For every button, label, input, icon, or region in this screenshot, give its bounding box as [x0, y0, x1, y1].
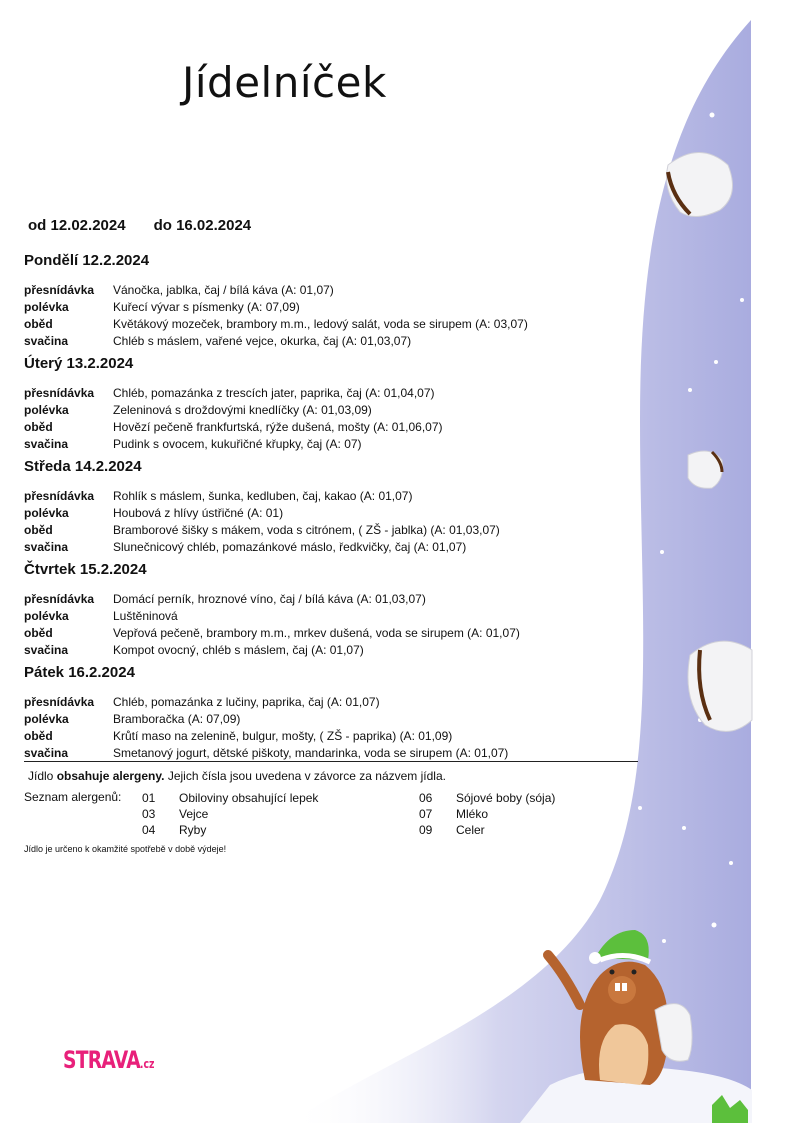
meal-text: Houbová z hlívy ústřičné (A: 01): [113, 506, 284, 520]
meal-text: Chléb, pomazánka z trescích jater, paprika, čaj (A: 01,04,07): [113, 386, 435, 400]
allergen-name: Sójové boby (sója): [456, 791, 556, 805]
meal-row: [24, 728, 624, 745]
meal-row: [24, 402, 624, 419]
meal-label: oběd: [24, 729, 53, 743]
allergen-name: Celer: [456, 823, 485, 837]
allergen-note-post: Jejich čísla jsou uvedena v závorce za názvem jídla.: [164, 769, 446, 783]
meal-text: Luštěninová: [113, 609, 178, 623]
allergen-note-pre: Jídlo: [28, 769, 57, 783]
meal-text: Pudink s ovocem, kukuřičné křupky, čaj (A: 07): [113, 437, 362, 451]
allergen-column-left: [142, 790, 318, 838]
meal-text: Chléb s máslem, vařené vejce, okurka, čaj (A: 01,03,07): [113, 334, 412, 348]
meal-text: Vánočka, jablka, čaj / bílá káva (A: 01,07): [113, 283, 334, 297]
meal-label: oběd: [24, 626, 53, 640]
footer-note: Jídlo je určeno k okamžité spotřebě v době výdeje!: [24, 844, 227, 854]
allergen-note: [28, 769, 446, 783]
date-range: [28, 217, 251, 234]
allergen-name: Vejce: [179, 807, 209, 821]
day-wednesday: [24, 458, 624, 556]
meal-label: svačina: [24, 334, 69, 348]
meal-text: Bramboračka (A: 07,09): [113, 712, 241, 726]
meal-text: Bramborové šišky s mákem, voda s citrónem, ( ZŠ - jablka) (A: 01,03,07): [113, 523, 500, 537]
allergen-note-bold: obsahuje alergeny.: [56, 769, 165, 783]
meal-row: [24, 522, 624, 539]
meal-label: svačina: [24, 746, 69, 760]
meal-row: [24, 608, 624, 625]
meal-label: oběd: [24, 420, 53, 434]
day-thursday: [24, 561, 624, 659]
meal-row: [24, 711, 624, 728]
meal-label: polévka: [24, 403, 69, 417]
meal-label: svačina: [24, 437, 69, 451]
meal-row: [24, 642, 624, 659]
allergen-item: [419, 822, 555, 838]
meal-row: [24, 333, 624, 350]
meal-text: Rohlík s máslem, šunka, kedluben, čaj, kakao (A: 01,07): [113, 489, 413, 503]
meal-row: [24, 694, 624, 711]
meal-text: Květákový mozeček, brambory m.m., ledový salát, voda se sirupem (A: 03,07): [113, 317, 528, 331]
allergen-item: [142, 806, 318, 822]
allergen-code: 07: [419, 807, 433, 821]
logo-suffix: .cz: [139, 1057, 155, 1071]
meal-row: [24, 488, 624, 505]
meal-label: polévka: [24, 609, 69, 623]
allergen-item: [419, 806, 555, 822]
allergen-column-right: [419, 790, 555, 838]
page-title: Jídelníček: [182, 58, 387, 107]
allergen-name: Mléko: [456, 807, 489, 821]
meal-label: polévka: [24, 712, 69, 726]
meal-text: Krůtí maso na zelenině, bulgur, mošty, ( ZŠ - paprika) (A: 01,09): [113, 729, 453, 743]
meal-label: oběd: [24, 317, 53, 331]
meal-label: přesnídávka: [24, 592, 95, 606]
meal-text: Slunečnicový chléb, pomazánkové máslo, ředkvičky, čaj (A: 01,07): [113, 540, 467, 554]
meal-text: Kuřecí vývar s písmenky (A: 07,09): [113, 300, 300, 314]
meal-label: polévka: [24, 506, 69, 520]
day-heading: Pátek 16.2.2024: [24, 664, 135, 681]
meal-row: [24, 419, 624, 436]
allergen-item: [419, 790, 555, 806]
meal-text: Chléb, pomazánka z lučiny, paprika, čaj (A: 01,07): [113, 695, 380, 709]
meal-text: Domácí perník, hroznové víno, čaj / bílá káva (A: 01,03,07): [113, 592, 426, 606]
allergen-code: 03: [142, 807, 156, 821]
meal-label: přesnídávka: [24, 386, 95, 400]
allergen-name: Obiloviny obsahující lepek: [179, 791, 319, 805]
meal-row: [24, 299, 624, 316]
meal-label: svačina: [24, 643, 69, 657]
meal-text: Zeleninová s droždovými knedlíčky (A: 01,03,09): [113, 403, 372, 417]
meal-text: Kompot ovocný, chléb s máslem, čaj (A: 01,07): [113, 643, 364, 657]
day-tuesday: [24, 355, 624, 453]
day-heading: Čtvrtek 15.2.2024: [24, 561, 147, 578]
meal-text: Vepřová pečeně, brambory m.m., mrkev dušená, voda se sirupem (A: 01,07): [113, 626, 520, 640]
meal-label: přesnídávka: [24, 695, 95, 709]
meal-row: [24, 282, 624, 299]
day-monday: [24, 252, 624, 350]
meal-row: [24, 436, 624, 453]
allergen-list-label: Seznam alergenů:: [24, 790, 122, 804]
meal-row: [24, 745, 624, 762]
allergen-code: 01: [142, 791, 156, 805]
meal-label: polévka: [24, 300, 69, 314]
date-from: od 12.02.2024: [28, 217, 126, 234]
meal-row: [24, 539, 624, 556]
allergen-code: 09: [419, 823, 433, 837]
allergen-code: 06: [419, 791, 433, 805]
allergen-code: 04: [142, 823, 156, 837]
strava-logo[interactable]: [63, 1046, 154, 1074]
pillow-shape: [667, 153, 733, 217]
allergen-item: [142, 822, 318, 838]
divider: [24, 761, 638, 762]
meal-row: [24, 625, 624, 642]
meal-row: [24, 505, 624, 522]
day-heading: Středa 14.2.2024: [24, 458, 142, 475]
meal-row: [24, 591, 624, 608]
meal-text: Smetanový jogurt, dětské piškoty, mandarinka, voda se sirupem (A: 01,07): [113, 746, 509, 760]
logo-main: STRAVA: [63, 1046, 140, 1074]
allergen-name: Ryby: [179, 823, 207, 837]
day-heading: Úterý 13.2.2024: [24, 355, 134, 372]
meal-label: oběd: [24, 523, 53, 537]
day-heading: Pondělí 12.2.2024: [24, 252, 150, 269]
meal-text: Hovězí pečeně frankfurtská, rýže dušená, mošty (A: 01,06,07): [113, 420, 443, 434]
meal-row: [24, 385, 624, 402]
meal-label: přesnídávka: [24, 489, 95, 503]
meal-label: přesnídávka: [24, 283, 95, 297]
meal-label: svačina: [24, 540, 69, 554]
meal-row: [24, 316, 624, 333]
day-friday: [24, 664, 624, 762]
allergen-item: [142, 790, 318, 806]
date-to: do 16.02.2024: [153, 217, 252, 234]
